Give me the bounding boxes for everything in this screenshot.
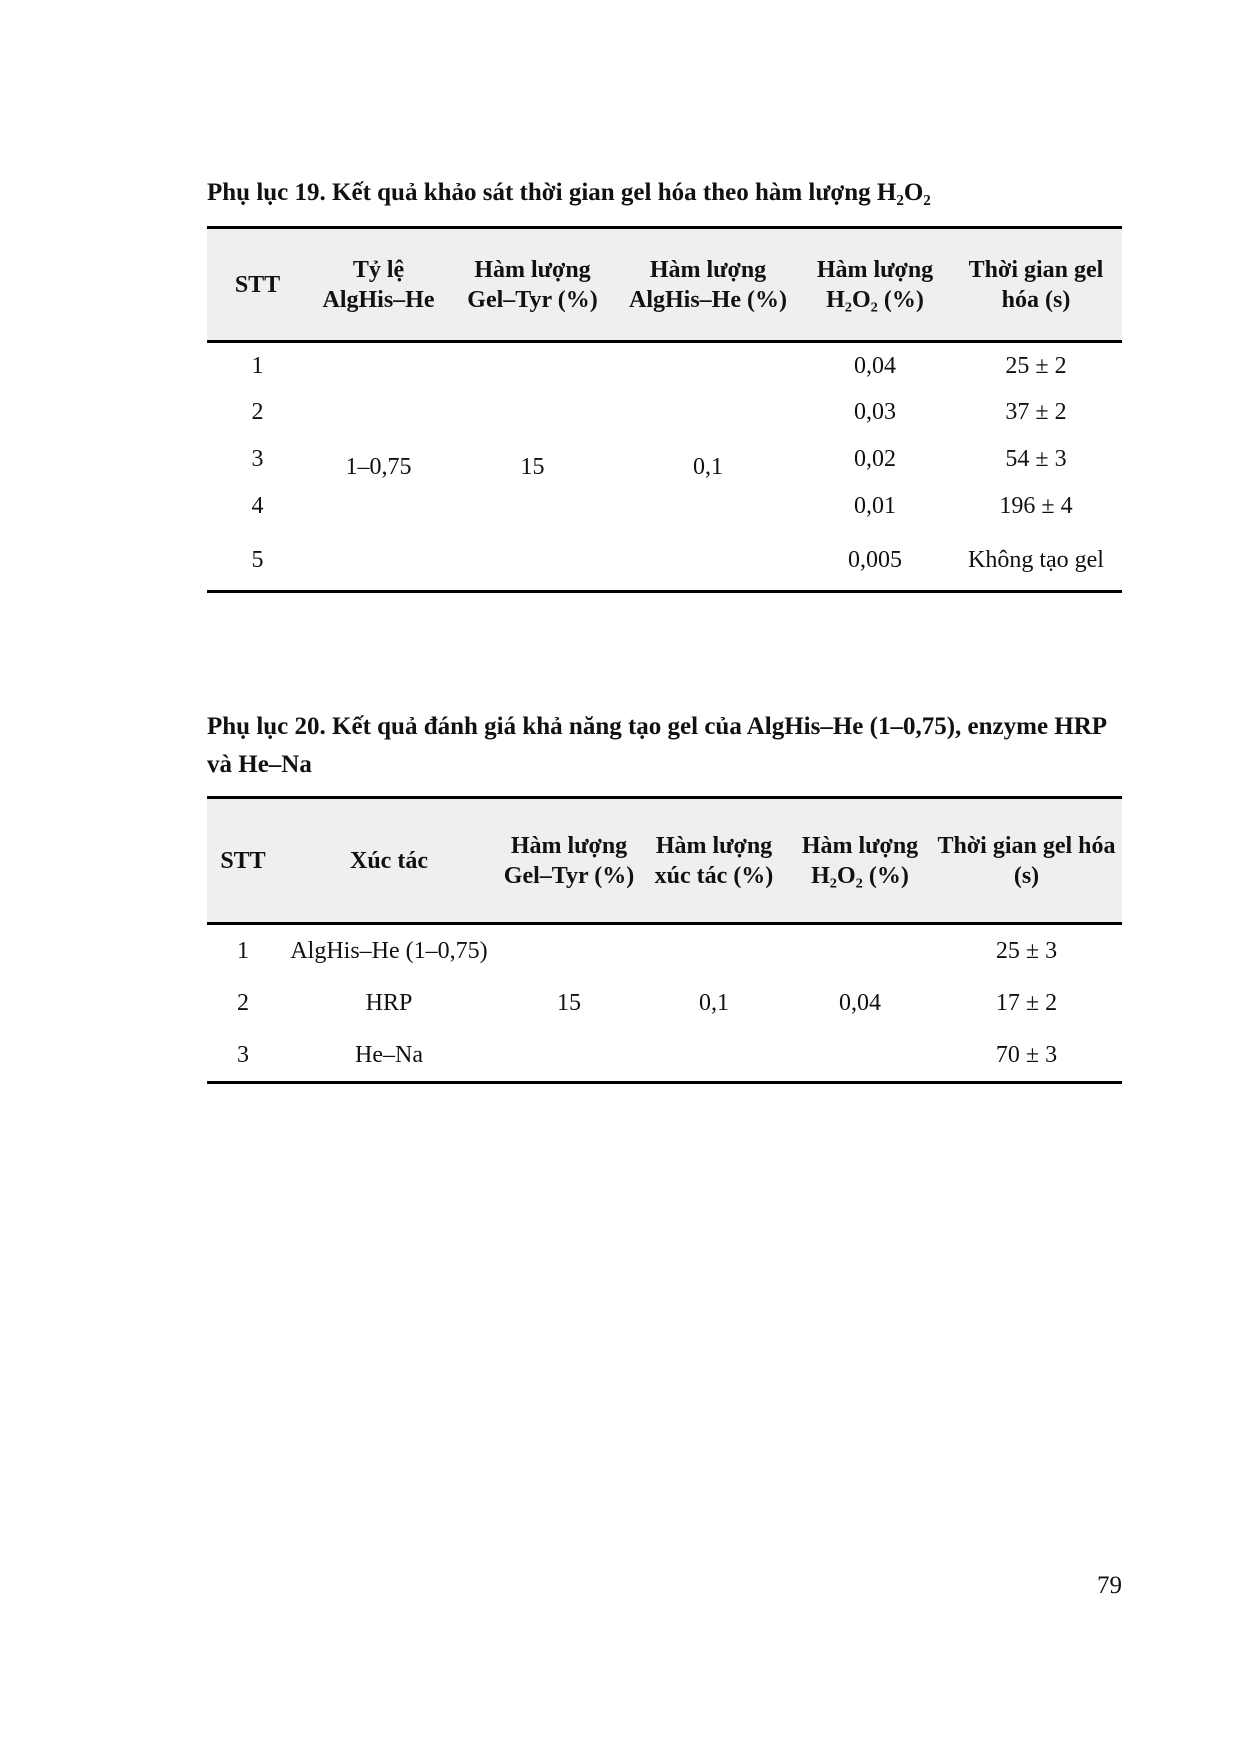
cell-h2o2: 0,005 xyxy=(800,530,950,592)
cell-h2o2-shared: 0,04 xyxy=(789,924,931,1083)
col-header-h2o2: Hàm lượng H₂O₂ (%) xyxy=(800,228,950,342)
cell-time: 70 ± 3 xyxy=(931,1030,1122,1083)
cell-catalyst: He–Na xyxy=(279,1030,499,1083)
cell-geltyr-shared: 15 xyxy=(449,342,616,592)
col-header-geltyr: Hàm lượng Gel–Tyr (%) xyxy=(499,798,639,924)
cell-stt: 4 xyxy=(251,493,264,519)
cell-time: 25 ± 3 xyxy=(995,937,1058,964)
col-header-stt: STT xyxy=(207,798,279,924)
page-number: 79 xyxy=(1097,1572,1122,1599)
table-row xyxy=(207,924,1122,977)
table-header-row xyxy=(207,228,1122,342)
cell-h2o2: 0,02 xyxy=(854,446,896,472)
cell-stt: 1 xyxy=(251,352,264,379)
col-header-stt: STT xyxy=(207,228,308,342)
col-header-time: Thời gian gel hóa (s) xyxy=(931,798,1122,924)
table-20-caption: Phụ lục 20. Kết quả đánh giá khả năng tạo gel của AlgHis–He (1–0,75), enzyme HRP và He–Na xyxy=(207,713,1106,778)
cell-stt: 3 xyxy=(207,1030,279,1083)
table-20 xyxy=(207,796,1122,1084)
cell-catalyst-content-shared: 0,1 xyxy=(639,924,789,1083)
cell-time: 196 ± 4 xyxy=(999,493,1073,519)
col-header-alghis: Hàm lượng AlgHis–He (%) xyxy=(616,228,800,342)
cell-catalyst: AlgHis–He (1–0,75) xyxy=(290,937,488,964)
table-row xyxy=(207,342,1122,389)
col-header-catalyst: Xúc tác xyxy=(279,798,499,924)
col-header-geltyr: Hàm lượng Gel–Tyr (%) xyxy=(449,228,616,342)
col-header-h2o2: Hàm lượng H₂O₂ (%) xyxy=(789,798,931,924)
table-header-row xyxy=(207,798,1122,924)
cell-stt: 3 xyxy=(251,446,264,472)
table-19 xyxy=(207,226,1122,593)
cell-stt: 1 xyxy=(237,937,249,964)
cell-time: 25 ± 2 xyxy=(1005,352,1067,379)
cell-h2o2: 0,04 xyxy=(854,352,896,379)
cell-ratio-shared: 1–0,75 xyxy=(308,342,449,592)
cell-stt: 5 xyxy=(207,530,308,592)
col-header-ratio: Tỷ lệ AlgHis–He xyxy=(308,228,449,342)
col-header-time: Thời gian gel hóa (s) xyxy=(950,228,1122,342)
cell-time: Không tạo gel xyxy=(950,530,1122,592)
cell-time: 54 ± 3 xyxy=(1005,446,1067,472)
cell-h2o2: 0,03 xyxy=(854,399,896,425)
col-header-catalyst-content: Hàm lượng xúc tác (%) xyxy=(639,798,789,924)
cell-h2o2: 0,01 xyxy=(854,493,896,519)
cell-catalyst: HRP xyxy=(365,990,413,1016)
cell-alghis-shared: 0,1 xyxy=(616,342,800,592)
cell-stt: 2 xyxy=(237,990,249,1016)
cell-stt: 2 xyxy=(251,399,264,425)
cell-time: 37 ± 2 xyxy=(1005,399,1067,425)
cell-geltyr-shared: 15 xyxy=(499,924,639,1083)
cell-time: 17 ± 2 xyxy=(995,990,1058,1016)
table-19-caption: Phụ lục 19. Kết quả khảo sát thời gian gel hóa theo hàm lượng H₂O₂ xyxy=(207,179,931,206)
